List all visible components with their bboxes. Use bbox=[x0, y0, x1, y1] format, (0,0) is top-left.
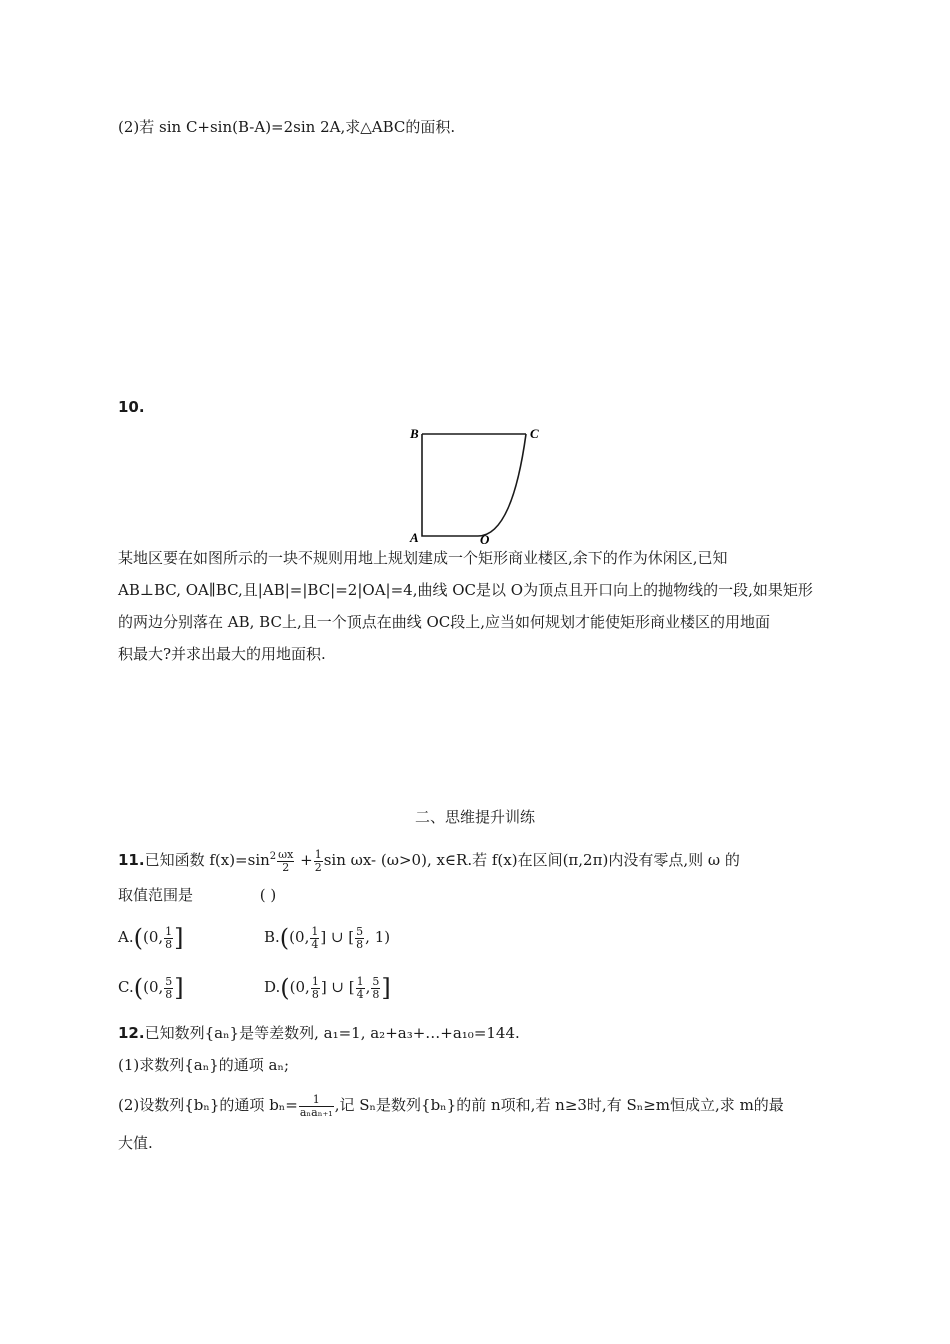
q10-number: 10. bbox=[118, 398, 145, 416]
q10-line2: AB⊥BC, OA∥BC,且|AB|=|BC|=2|OA|=4,曲线 OC是以 O为顶点且开口向上的抛物线的一段,如果矩形 bbox=[118, 581, 813, 599]
label-O: O bbox=[480, 532, 490, 547]
section-title: 二、思维提升训练 bbox=[414, 808, 535, 826]
q11-stem-line2-text: 取值范围是 bbox=[118, 886, 194, 904]
q12-part2-a: (2)设数列{bₙ}的通项 bₙ= bbox=[118, 1096, 298, 1114]
q12-number: 12. bbox=[118, 1024, 145, 1042]
figure-parabola-curve bbox=[478, 434, 526, 536]
q12-part1: (1)求数列{aₙ}的通项 aₙ; bbox=[118, 1056, 290, 1074]
q11-option-d: D.((0, $\frac{1}{8}$ ] ∪ [ $\frac{1}{4}$ , $\frac{5}{8}$ ] bbox=[264, 974, 391, 1002]
figure-left-bottom-sides bbox=[422, 434, 478, 536]
q9-part2-text: (2)若 sin C+sin(B-A)=2sin 2A,求△ABC的面积. bbox=[118, 118, 456, 136]
q12-part2-frac: $\frac{1}{\text{aₙaₙ₊₁}}$ bbox=[299, 1092, 333, 1119]
q11-stem-b: sin ωx- (ω>0), x∈R.若 f(x)在区间(π,2π)内没有零点,则 ω 的 bbox=[323, 851, 740, 869]
q10-line1: 某地区要在如图所示的一块不规则用地上规划建成一个矩形商业楼区,余下的作为休闲区,已知 bbox=[118, 549, 728, 567]
q10-line3: 的两边分别落在 AB, BC上,且一个顶点在曲线 OC段上,应当如何规划才能使矩形商业楼区的用地面 bbox=[118, 613, 771, 631]
q12-stem-line bbox=[118, 1022, 520, 1043]
q11-number: 11. bbox=[118, 851, 145, 869]
q11-frac-half: $\frac{1}{2}$ bbox=[314, 847, 322, 874]
q11-option-c: C.((0, $\frac{5}{8}$ ] bbox=[118, 974, 184, 1002]
q11-stem-a: 已知函数 f(x)=sin bbox=[144, 851, 270, 869]
q12-stem: 已知数列{aₙ}是等差数列, a₁=1, a₂+a₃+…+a₁₀=144. bbox=[144, 1024, 520, 1042]
q11-option-a: A.((0, $\frac{1}{8}$ ] bbox=[118, 924, 184, 952]
q12-part2-b: ,记 Sₙ是数列{bₙ}的前 n项和,若 n≥3时,有 Sₙ≥m恒成立,求 m的最 bbox=[334, 1096, 784, 1114]
q12-part2-line1 bbox=[118, 1090, 784, 1120]
q10-line4: 积最大?并求出最大的用地面积. bbox=[118, 645, 326, 663]
q11-stem-line1: 11.已知函数 $f(x)=\sin^2$ $\frac{\omega x}{2}$ + $\frac{1}{2}$ sin ωx- (ω>0), x∈R.若 f(x)在区间(π,2π)内没有零点,则 ω 的 bbox=[118, 847, 740, 874]
q10-figure bbox=[400, 420, 560, 548]
q11-answer-blank: ( ) bbox=[259, 886, 277, 904]
q12-part2-line2: 大值. bbox=[118, 1134, 153, 1152]
label-C: C bbox=[530, 426, 539, 441]
label-A: A bbox=[410, 530, 419, 545]
q11-frac-omega-x: $\frac{\omega x}{2}$ bbox=[278, 847, 294, 874]
q11-option-b: B.((0, $\frac{1}{4}$ ] ∪ [ $\frac{5}{8}$ , 1) bbox=[264, 924, 391, 952]
q11-stem-line2 bbox=[118, 884, 276, 905]
q10-body bbox=[118, 542, 830, 670]
label-B: B bbox=[410, 426, 419, 441]
